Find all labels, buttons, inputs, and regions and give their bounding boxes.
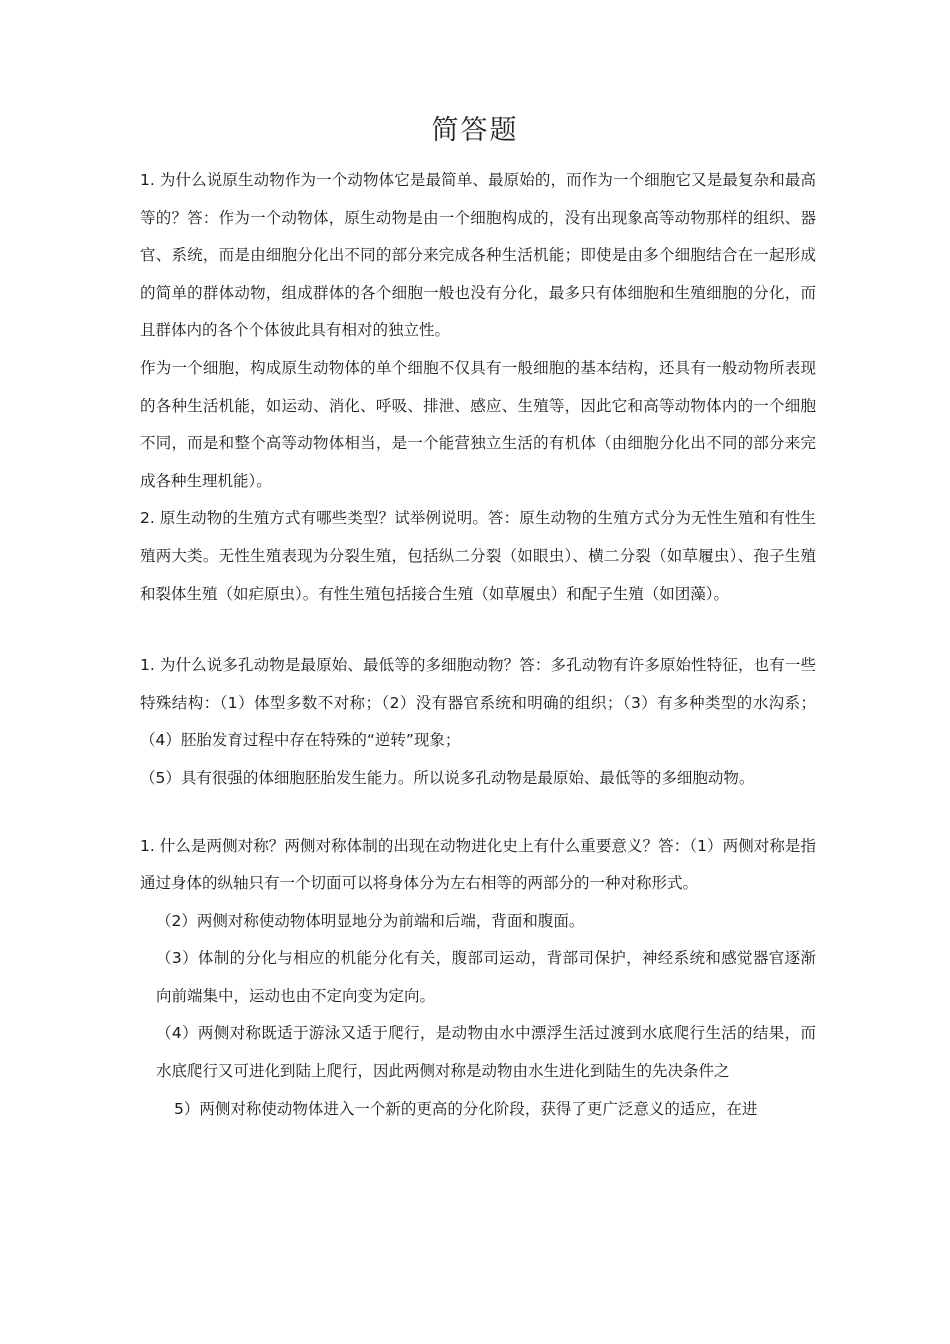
paragraph-symmetry-point2: （2）两侧对称使动物体明显地分为前端和后端，背面和腹面。 (156, 911, 585, 930)
paragraph-porifera-q1: 1. 为什么说多孔动物是最原始、最低等的多细胞动物？答：多孔动物有许多原始性特征，也有一些特殊结构：（1）体型多数不对称；（2）没有器官系统和明确的组织；（3）有多种类型的水沟系；（4）胚胎发育过程中存在特殊的“逆转”现象； (140, 656, 816, 750)
paragraph-symmetry-point5: 5）两侧对称使动物体进入一个新的更高的分化阶段，获得了更广泛意义的适应，在进 (174, 1099, 758, 1118)
paragraph-symmetry-point4: （4）两侧对称既适于游泳又适于爬行，是动物由水中漂浮生活过渡到水底爬行生活的结果，而水底爬行又可进化到陆上爬行，因此两侧对称是动物由水生进化到陆生的先决条件之 (156, 1024, 816, 1081)
document-body (140, 162, 816, 1128)
paragraph-protozoa-q2: 2. 原生动物的生殖方式有哪些类型？试举例说明。答：原生动物的生殖方式分为无性生殖和有性生殖两大类。无性生殖表现为分裂生殖，包括纵二分裂（如眼虫）、横二分裂（如草履虫）、孢子生殖和裂体生殖（如疟原虫）。有性生殖包括接合生殖（如草履虫）和配子生殖（如团藻）。 (140, 509, 816, 603)
paragraph-symmetry-q1: 1. 什么是两侧对称？两侧对称体制的出现在动物进化史上有什么重要意义？答：（1）两侧对称是指通过身体的纵轴只有一个切面可以将身体分为左右相等的两部分的一种对称形式。 (140, 836, 816, 893)
section-spacer (140, 798, 816, 828)
paragraph-protozoa-q1-cell: 作为一个细胞，构成原生动物体的单个细胞不仅具有一般细胞的基本结构，还具有一般动物所表现的各种生活机能，如运动、消化、呼吸、排泄、感应、生殖等，因此它和高等动物体内的一个细胞不同，而是和整个高等动物体相当，是一个能营独立生活的有机体（由细胞分化出不同的部分来完成各种生理机能）。 (140, 358, 816, 490)
section-spacer (140, 613, 816, 647)
paragraph-protozoa-q1: 1. 为什么说原生动物作为一个动物体它是最简单、最原始的，而作为一个细胞它又是最复杂和最高等的？答：作为一个动物体，原生动物是由一个细胞构成的，没有出现象高等动物那样的组织、器官、系统，而是由细胞分化出不同的部分来完成各种生活机能；即使是由多个细胞结合在一起形成的简单的群体动物，组成群体的各个细胞一般也没有分化，最多只有体细胞和生殖细胞的分化，而且群体内的各个个体彼此具有相对的独立性。 (140, 171, 816, 340)
page-title: 简答题 (431, 115, 519, 146)
paragraph-porifera-q1-point5: （5）具有很强的体细胞胚胎发生能力。所以说多孔动物是最原始、最低等的多细胞动物。 (140, 768, 755, 787)
paragraph-symmetry-point3: （3）体制的分化与相应的机能分化有关，腹部司运动，背部司保护，神经系统和感觉器官逐渐向前端集中，运动也由不定向变为定向。 (156, 949, 816, 1005)
